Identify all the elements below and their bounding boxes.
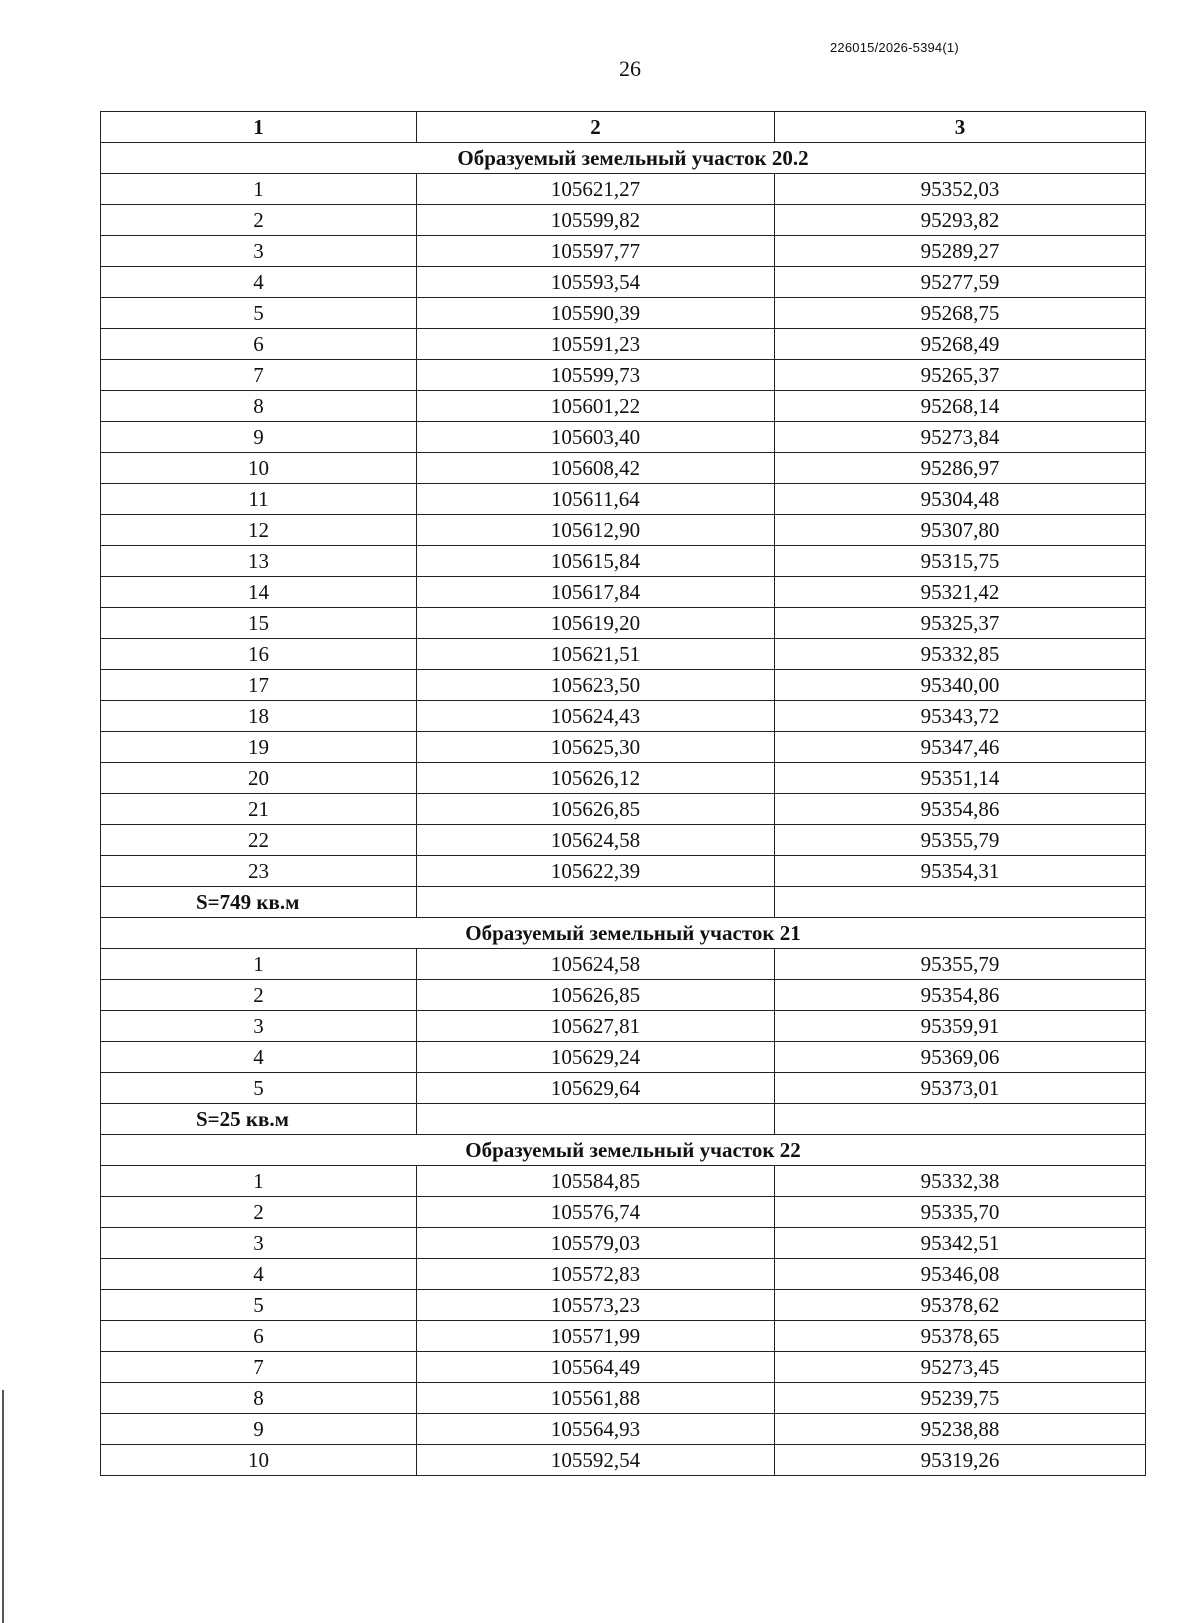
x-coordinate-cell: 105592,54 [417,1445,775,1476]
empty-cell [775,887,1146,918]
table-row [101,1445,1146,1476]
x-coordinate-cell: 105626,85 [417,794,775,825]
x-coordinate-cell: 105601,22 [417,391,775,422]
y-coordinate-cell: 95359,91 [775,1011,1146,1042]
point-number-cell: 15 [101,608,417,639]
y-coordinate-cell: 95268,49 [775,329,1146,360]
y-coordinate-cell: 95342,51 [775,1228,1146,1259]
y-coordinate-cell: 95335,70 [775,1197,1146,1228]
y-coordinate-cell: 95277,59 [775,267,1146,298]
x-coordinate-cell: 105597,77 [417,236,775,267]
table-row [101,329,1146,360]
x-coordinate-cell: 105626,12 [417,763,775,794]
point-number-cell: 20 [101,763,417,794]
y-coordinate-cell: 95343,72 [775,701,1146,732]
point-number-cell: 1 [101,1166,417,1197]
area-row [101,1104,1146,1135]
y-coordinate-cell: 95355,79 [775,949,1146,980]
table-row [101,980,1146,1011]
area-row [101,887,1146,918]
point-number-cell: 2 [101,205,417,236]
table-row [101,360,1146,391]
table-row [101,856,1146,887]
x-coordinate-cell: 105573,23 [417,1290,775,1321]
coordinates-table [100,111,1146,1476]
table-row [101,732,1146,763]
table-row [101,515,1146,546]
point-number-cell: 23 [101,856,417,887]
section-title-row [101,918,1146,949]
point-number-cell: 3 [101,1228,417,1259]
point-number-cell: 5 [101,298,417,329]
y-coordinate-cell: 95378,65 [775,1321,1146,1352]
x-coordinate-cell: 105621,51 [417,639,775,670]
empty-cell [417,887,775,918]
y-coordinate-cell: 95346,08 [775,1259,1146,1290]
point-number-cell: 8 [101,1383,417,1414]
empty-cell [775,1104,1146,1135]
x-coordinate-cell: 105623,50 [417,670,775,701]
table-header-row [101,112,1146,143]
point-number-cell: 4 [101,267,417,298]
point-number-cell: 17 [101,670,417,701]
y-coordinate-cell: 95239,75 [775,1383,1146,1414]
point-number-cell: 1 [101,949,417,980]
area-cell: S=749 кв.м [101,887,417,918]
point-number-cell: 1 [101,174,417,205]
x-coordinate-cell: 105621,27 [417,174,775,205]
table-row [101,1414,1146,1445]
table-row [101,298,1146,329]
column-header: 1 [101,112,417,143]
table-row [101,701,1146,732]
point-number-cell: 11 [101,484,417,515]
table-row [101,949,1146,980]
point-number-cell: 3 [101,236,417,267]
section-title-row [101,1135,1146,1166]
table-row [101,1228,1146,1259]
x-coordinate-cell: 105627,81 [417,1011,775,1042]
point-number-cell: 22 [101,825,417,856]
empty-cell [417,1104,775,1135]
point-number-cell: 10 [101,453,417,484]
x-coordinate-cell: 105611,64 [417,484,775,515]
table-row [101,205,1146,236]
x-coordinate-cell: 105591,23 [417,329,775,360]
x-coordinate-cell: 105599,73 [417,360,775,391]
y-coordinate-cell: 95378,62 [775,1290,1146,1321]
table-row [101,763,1146,794]
x-coordinate-cell: 105624,43 [417,701,775,732]
y-coordinate-cell: 95307,80 [775,515,1146,546]
area-cell: S=25 кв.м [101,1104,417,1135]
table-row [101,174,1146,205]
table-row [101,577,1146,608]
table-row [101,1197,1146,1228]
table-row [101,546,1146,577]
table-row [101,1383,1146,1414]
point-number-cell: 16 [101,639,417,670]
y-coordinate-cell: 95352,03 [775,174,1146,205]
point-number-cell: 4 [101,1259,417,1290]
table-row [101,422,1146,453]
y-coordinate-cell: 95315,75 [775,546,1146,577]
y-coordinate-cell: 95354,86 [775,794,1146,825]
y-coordinate-cell: 95304,48 [775,484,1146,515]
point-number-cell: 5 [101,1290,417,1321]
point-number-cell: 2 [101,1197,417,1228]
x-coordinate-cell: 105622,39 [417,856,775,887]
table-row [101,608,1146,639]
x-coordinate-cell: 105612,90 [417,515,775,546]
table-row [101,794,1146,825]
y-coordinate-cell: 95319,26 [775,1445,1146,1476]
point-number-cell: 21 [101,794,417,825]
y-coordinate-cell: 95286,97 [775,453,1146,484]
x-coordinate-cell: 105617,84 [417,577,775,608]
scan-edge-mark [2,1390,4,1623]
y-coordinate-cell: 95293,82 [775,205,1146,236]
section-title: Образуемый земельный участок 21 [101,918,1146,949]
point-number-cell: 18 [101,701,417,732]
table-row [101,1290,1146,1321]
point-number-cell: 4 [101,1042,417,1073]
x-coordinate-cell: 105590,39 [417,298,775,329]
table-row [101,639,1146,670]
x-coordinate-cell: 105579,03 [417,1228,775,1259]
table-row [101,1073,1146,1104]
table-row [101,484,1146,515]
column-header: 3 [775,112,1146,143]
point-number-cell: 2 [101,980,417,1011]
y-coordinate-cell: 95268,14 [775,391,1146,422]
x-coordinate-cell: 105599,82 [417,205,775,236]
y-coordinate-cell: 95373,01 [775,1073,1146,1104]
y-coordinate-cell: 95340,00 [775,670,1146,701]
document-id: 226015/2026-5394(1) [830,40,959,55]
x-coordinate-cell: 105608,42 [417,453,775,484]
x-coordinate-cell: 105584,85 [417,1166,775,1197]
y-coordinate-cell: 95351,14 [775,763,1146,794]
y-coordinate-cell: 95273,45 [775,1352,1146,1383]
y-coordinate-cell: 95265,37 [775,360,1146,391]
x-coordinate-cell: 105615,84 [417,546,775,577]
point-number-cell: 7 [101,360,417,391]
section-title-row [101,143,1146,174]
x-coordinate-cell: 105625,30 [417,732,775,763]
table-row [101,1166,1146,1197]
point-number-cell: 19 [101,732,417,763]
y-coordinate-cell: 95332,38 [775,1166,1146,1197]
table-row [101,825,1146,856]
y-coordinate-cell: 95354,31 [775,856,1146,887]
x-coordinate-cell: 105572,83 [417,1259,775,1290]
x-coordinate-cell: 105619,20 [417,608,775,639]
point-number-cell: 12 [101,515,417,546]
y-coordinate-cell: 95325,37 [775,608,1146,639]
point-number-cell: 8 [101,391,417,422]
y-coordinate-cell: 95268,75 [775,298,1146,329]
table-row [101,453,1146,484]
y-coordinate-cell: 95289,27 [775,236,1146,267]
table-row [101,1352,1146,1383]
point-number-cell: 5 [101,1073,417,1104]
x-coordinate-cell: 105564,93 [417,1414,775,1445]
y-coordinate-cell: 95355,79 [775,825,1146,856]
x-coordinate-cell: 105593,54 [417,267,775,298]
page-number: 26 [619,56,641,81]
section-title: Образуемый земельный участок 20.2 [101,143,1146,174]
x-coordinate-cell: 105564,49 [417,1352,775,1383]
x-coordinate-cell: 105626,85 [417,980,775,1011]
point-number-cell: 13 [101,546,417,577]
column-header: 2 [417,112,775,143]
table-row [101,1259,1146,1290]
table-row [101,1042,1146,1073]
x-coordinate-cell: 105576,74 [417,1197,775,1228]
y-coordinate-cell: 95273,84 [775,422,1146,453]
table-row [101,670,1146,701]
y-coordinate-cell: 95354,86 [775,980,1146,1011]
x-coordinate-cell: 105629,64 [417,1073,775,1104]
y-coordinate-cell: 95332,85 [775,639,1146,670]
x-coordinate-cell: 105571,99 [417,1321,775,1352]
point-number-cell: 9 [101,1414,417,1445]
y-coordinate-cell: 95369,06 [775,1042,1146,1073]
coordinates-table-body [101,112,1146,1476]
x-coordinate-cell: 105561,88 [417,1383,775,1414]
x-coordinate-cell: 105624,58 [417,825,775,856]
x-coordinate-cell: 105629,24 [417,1042,775,1073]
y-coordinate-cell: 95238,88 [775,1414,1146,1445]
x-coordinate-cell: 105603,40 [417,422,775,453]
table-row [101,1011,1146,1042]
point-number-cell: 7 [101,1352,417,1383]
table-row [101,236,1146,267]
table-row [101,1321,1146,1352]
point-number-cell: 3 [101,1011,417,1042]
table-row [101,267,1146,298]
y-coordinate-cell: 95347,46 [775,732,1146,763]
table-row [101,391,1146,422]
point-number-cell: 14 [101,577,417,608]
y-coordinate-cell: 95321,42 [775,577,1146,608]
point-number-cell: 6 [101,329,417,360]
point-number-cell: 9 [101,422,417,453]
section-title: Образуемый земельный участок 22 [101,1135,1146,1166]
x-coordinate-cell: 105624,58 [417,949,775,980]
point-number-cell: 6 [101,1321,417,1352]
point-number-cell: 10 [101,1445,417,1476]
